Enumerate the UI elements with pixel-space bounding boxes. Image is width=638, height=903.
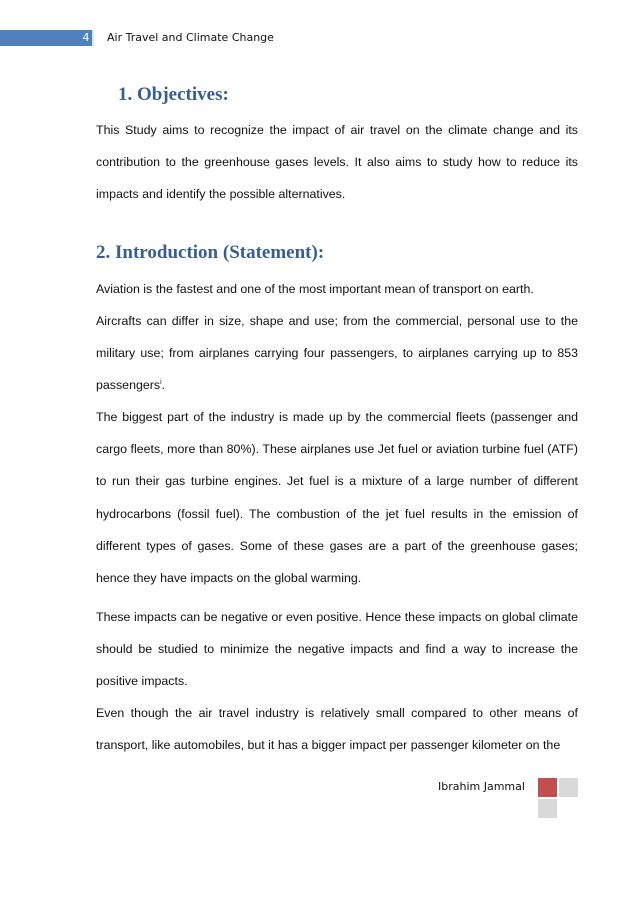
paragraph-aviation: Aviation is the fastest and one of the most important mean of transport on earth. [96, 282, 534, 296]
page-number: 4 [80, 30, 92, 46]
paragraph-impacts: These impacts can be negative or even positive. Hence these impacts on global climate should be studied to minimize the negative impacts and find a way to increase the positive impacts. [96, 610, 578, 689]
footer-decoration-red-square [538, 778, 557, 797]
paragraph-aircrafts-text: Aircrafts can differ in size, shape and use; from the commercial, personal use to the military use; from airplanes carrying four passengers, to airplanes carrying up to 853 passengers [96, 314, 578, 393]
header-color-bar [0, 30, 80, 46]
section-heading-objectives: 1. Objectives: [118, 84, 229, 105]
running-title: Air Travel and Climate Change [107, 31, 274, 44]
header-separator [92, 30, 94, 46]
section-heading-introduction: 2. Introduction (Statement): [96, 242, 325, 263]
paragraph-air-travel-industry: Even though the air travel industry is relatively small compared to other means of transport, like automobiles, but it has a bigger impact per passenger kilometer on the [96, 706, 578, 753]
footer-author: Ibrahim Jammal [438, 780, 525, 793]
footnote-reference[interactable]: i [160, 379, 162, 387]
paragraph-objectives: This Study aims to recognize the impact of air travel on the climate change and its contribution to the greenhouse gases levels. It also aims to study how to reduce its impacts and identify the possible alternatives. [96, 123, 578, 202]
footnote-trailing-period: . [161, 378, 166, 393]
paragraph-aircrafts [96, 305, 578, 402]
footer-decoration-gray-square [559, 778, 578, 797]
footer-decoration-gray-square-lower [538, 799, 557, 818]
paragraph-commercial-fleets: The biggest part of the industry is made up by the commercial fleets (passenger and cargo fleets, more than 80%). These airplanes use Jet fuel or aviation turbine fuel (ATF) to run their gas turbine engines. Jet fuel is a mixture of a large number of different hydrocarbons (fossil fuel). The combustion of the jet fuel results in the emission of different types of gases. Some of these gases are a part of the greenhouse gases; hence they have impacts on the global warming. [96, 410, 578, 586]
